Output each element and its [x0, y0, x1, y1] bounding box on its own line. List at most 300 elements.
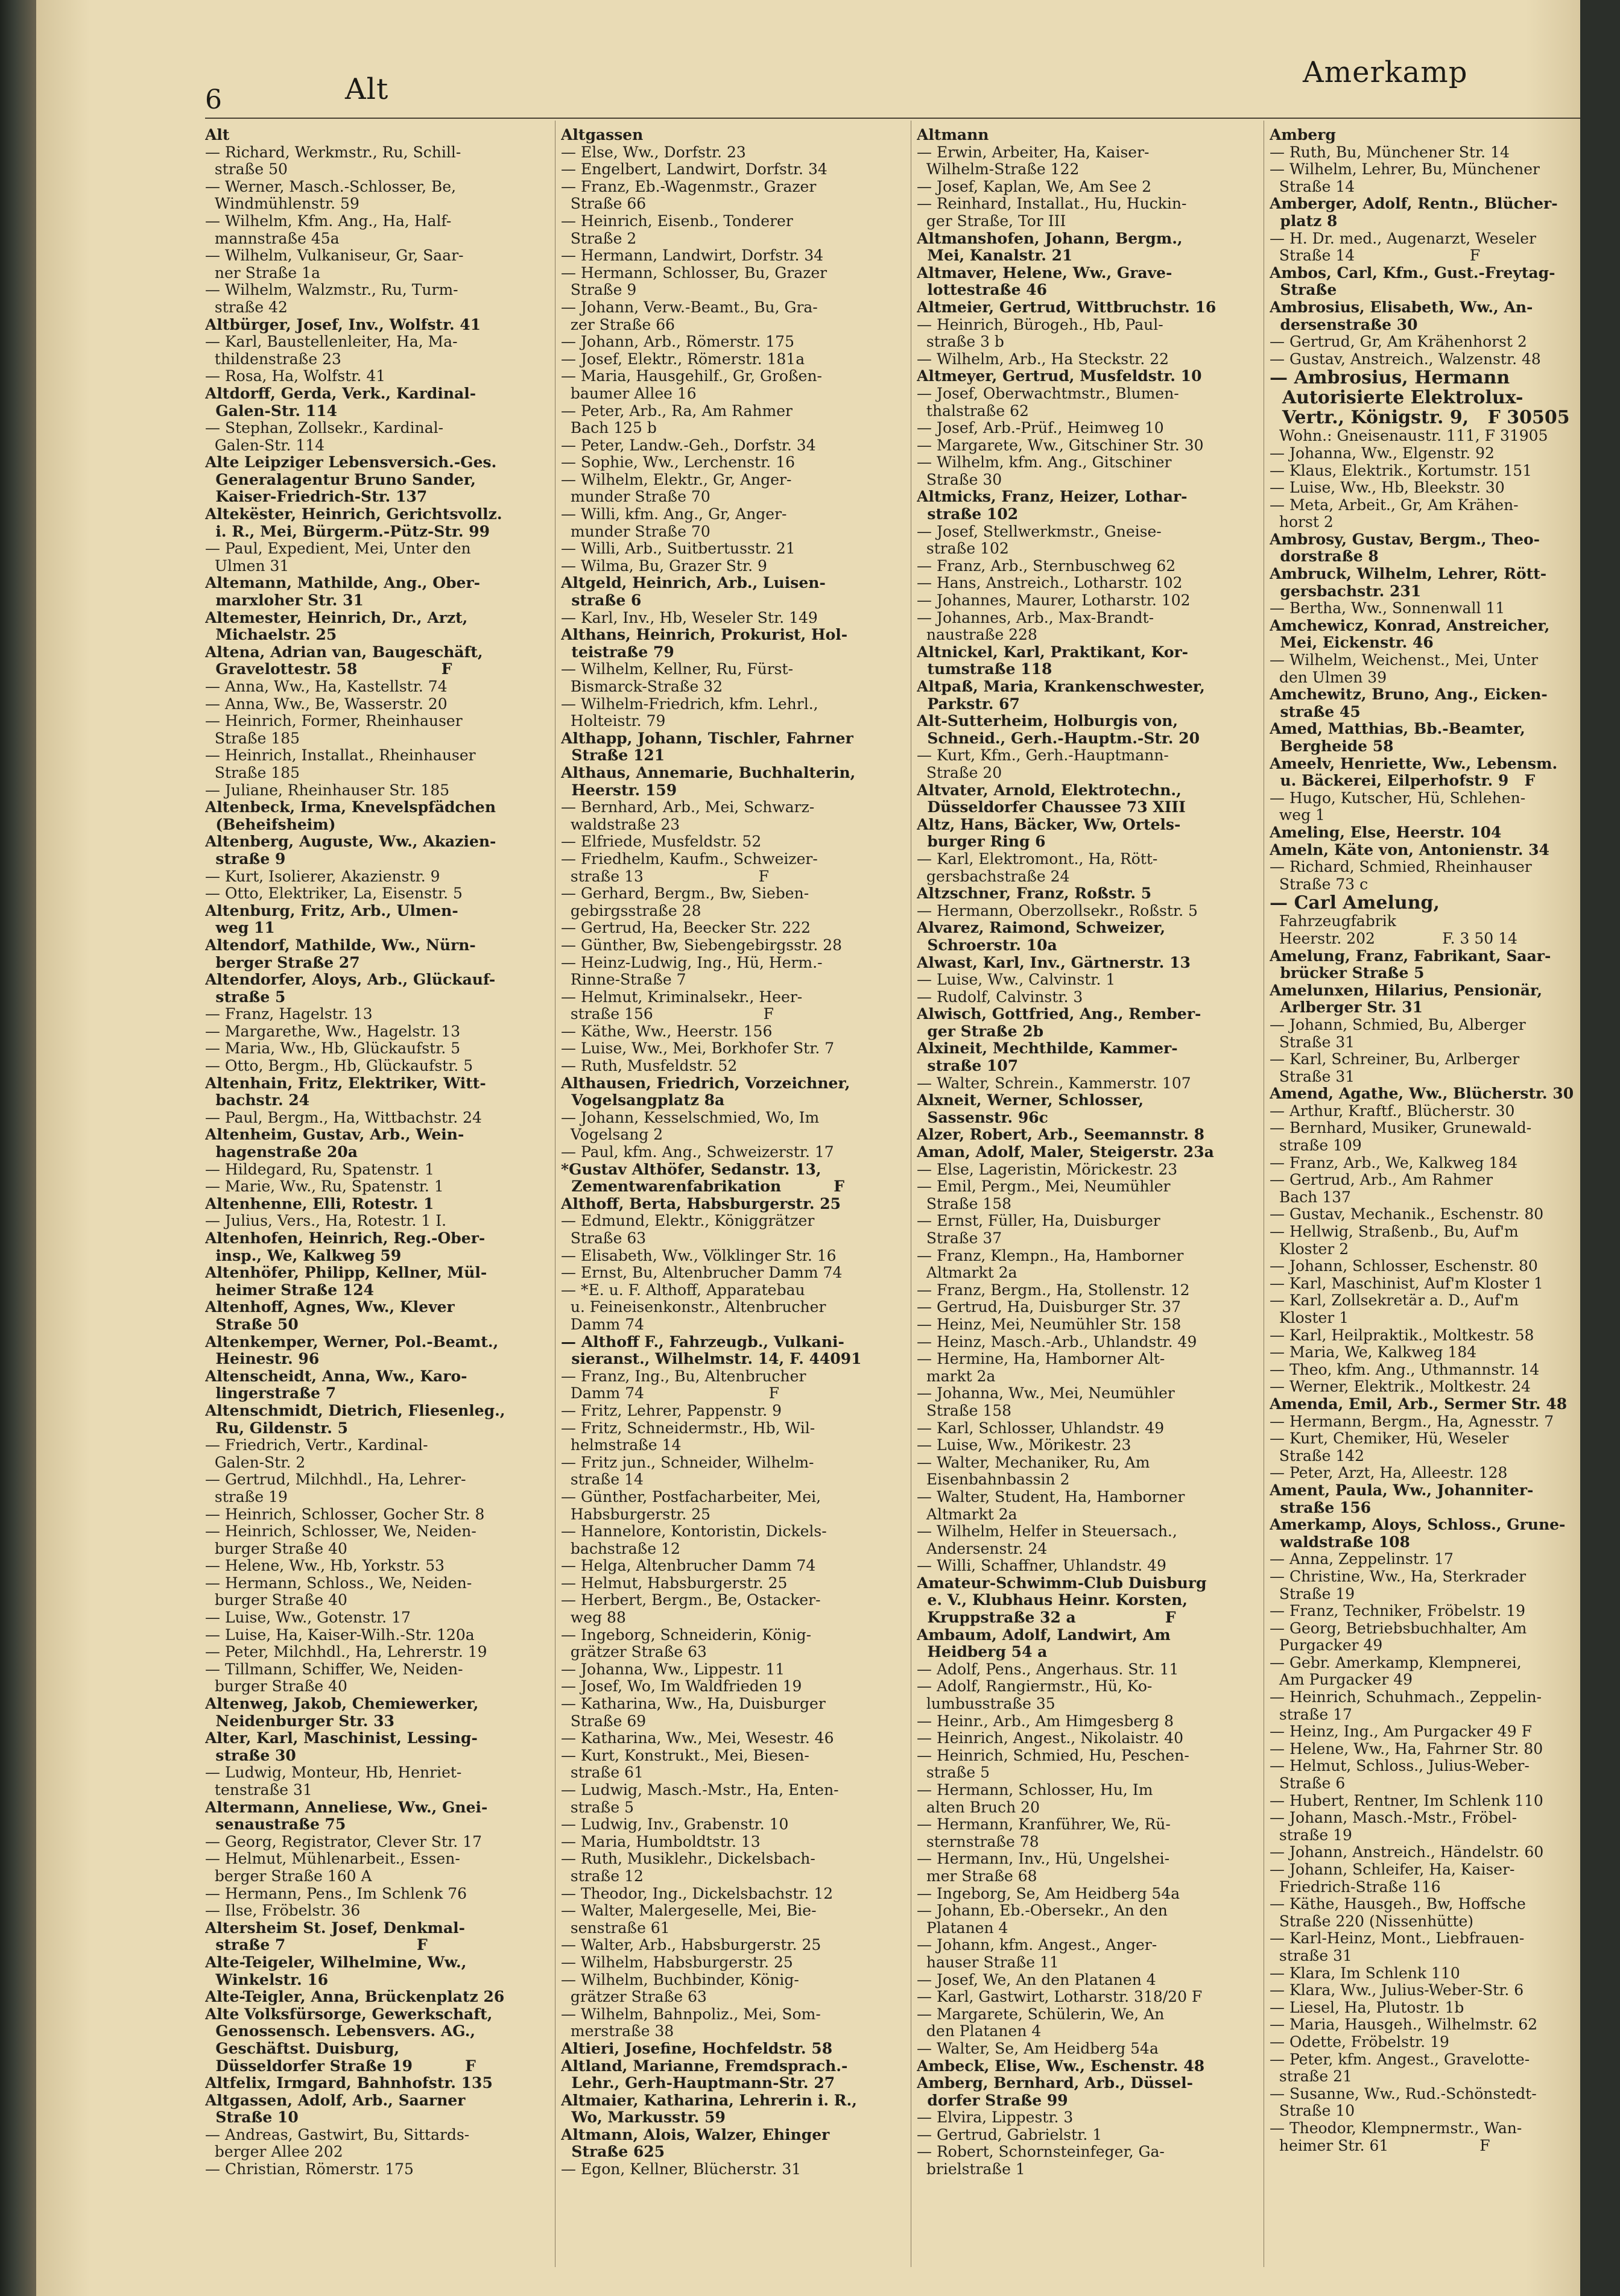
- directory-entry: — Theodor, Klempnermstr., Wan- heimer Str. 61 F: [1270, 2119, 1522, 2154]
- directory-entry: Altemann, Mathilde, Ang., Ober- marxloher Str. 31: [205, 574, 481, 610]
- directory-entry: — Ruth, Musfeldstr. 52: [561, 1057, 738, 1075]
- directory-entry: Altermann, Anneliese, Ww., Gnei- senaustraße 75: [205, 1798, 488, 1834]
- directory-entry: — Engelbert, Landwirt, Dorfstr. 34: [561, 160, 827, 178]
- directory-entry: — Else, Lageristin, Mörickestr. 23: [917, 1160, 1178, 1178]
- directory-entry: — Luise, Ww., Calvinstr. 1: [917, 971, 1116, 989]
- directory-entry: — Richard, Werkmstr., Ru, Schill- straße 50: [205, 143, 461, 178]
- directory-entry: Altenberg, Auguste, Ww., Akazien- straße 9: [205, 833, 496, 868]
- directory-entry: Alte-Teigler, Anna, Brückenplatz 26: [205, 1988, 505, 2006]
- directory-entry: Altpaß, Maria, Krankenschwester, Parkstr. 67: [917, 678, 1205, 713]
- directory-entry: — Helmut, Schloss., Julius-Weber- Straße 6: [1270, 1757, 1530, 1793]
- directory-entry: Amchewicz, Konrad, Anstreicher, Mei, Eickenstr. 46: [1270, 616, 1550, 652]
- directory-entry: — Heinz-Ludwig, Ing., Hü, Herm.- Rinne-Straße 7: [561, 953, 823, 989]
- directory-entry: — Werner, Elektrik., Moltkestr. 24: [1270, 1378, 1531, 1396]
- directory-entry: — Franz, Arb., Sternbuschweg 62: [917, 557, 1176, 575]
- directory-entry: — Gertrud, Ha, Beecker Str. 222: [561, 919, 811, 937]
- directory-entry: Alte Volksfürsorge, Gewerkschaft, Genossensch. Lebensvers. AG., Geschäftst. Duisburg, Düsseldorfer Straße 19 F: [205, 2005, 493, 2075]
- directory-entry: — Johann, Kesselschmied, Wo, Im Vogelsang 2: [561, 1108, 820, 1144]
- header-right-keyword: Amerkamp: [1303, 55, 1468, 89]
- directory-entry: — Johann, Masch.-Mstr., Fröbel- straße 19: [1270, 1809, 1517, 1844]
- directory-entry: — Hermann, Inv., Hü, Ungelshei- mer Straße 68: [917, 1850, 1170, 1885]
- directory-entry: — Bernhard, Arb., Mei, Schwarz- waldstraße 23: [561, 798, 815, 833]
- directory-entry: — Franz, Eb.-Wagenmstr., Grazer Straße 66: [561, 177, 817, 213]
- directory-entry: Ameelv, Henriette, Ww., Lebensm. u. Bäckerei, Eilperhofstr. 9 F: [1270, 754, 1558, 790]
- directory-entry: — Wilhelm, Elektr., Gr, Anger- munder Straße 70: [561, 470, 792, 506]
- directory-entry: — Susanne, Ww., Rud.-Schönstedt- Straße 10: [1270, 2084, 1537, 2120]
- directory-entry: — Richard, Schmied, Rheinhauser Straße 73 c: [1270, 858, 1532, 893]
- directory-entry: Altmann, Alois, Walzer, Ehinger Straße 625: [561, 2125, 830, 2161]
- directory-entry: — Karl, Heilpraktik., Moltkestr. 58: [1270, 1326, 1534, 1344]
- directory-entry: — Peter, Milchhdl., Ha, Lehrerstr. 19: [205, 1643, 487, 1661]
- directory-entry: Ambrosius, Elisabeth, Ww., An- dersenstraße 30: [1270, 298, 1533, 333]
- directory-entry: Alzer, Robert, Arb., Seemannstr. 8: [917, 1126, 1205, 1144]
- directory-entry: — Hermann, Bergm., Ha, Agnesstr. 7: [1270, 1412, 1554, 1430]
- directory-entry: — Käthe, Ww., Heerstr. 156: [561, 1022, 773, 1040]
- directory-entry: — Heinz, Mei, Neumühler Str. 158: [917, 1315, 1182, 1333]
- page-number: 6: [205, 84, 222, 115]
- directory-entry: — Katharina, Ww., Mei, Wesestr. 46: [561, 1729, 834, 1747]
- directory-entry: — Anna, Ww., Be, Wasserstr. 20: [205, 695, 448, 713]
- directory-entry: — Theo, kfm. Ang., Uthmannstr. 14: [1270, 1360, 1540, 1378]
- directory-entry: — Karl, Elektromont., Ha, Rött- gersbachstraße 24: [917, 850, 1158, 885]
- directory-entry: Wohn.: Gneisenaustr. 111, F 31905: [1270, 427, 1548, 445]
- directory-entry: — Karl, Maschinist, Auf'm Kloster 1: [1270, 1274, 1543, 1292]
- directory-entry: — Wilhelm, Kfm. Ang., Ha, Half- mannstraße 45a: [205, 212, 452, 247]
- directory-entry: — Kurt, Konstrukt., Mei, Biesen- straße 61: [561, 1746, 809, 1782]
- directory-entry: — Hildegard, Ru, Spatenstr. 1: [205, 1160, 434, 1178]
- directory-entry: — Rosa, Ha, Wolfstr. 41: [205, 367, 386, 385]
- directory-entry: Alt-Sutterheim, Holburgis von, Schneid., Gerh.-Hauptm.-Str. 20: [917, 712, 1200, 747]
- directory-entry: — Karl, Zollsekretär a. D., Auf'm Kloster 1: [1270, 1292, 1519, 1326]
- directory-entry: Altmeier, Gertrud, Wittbruchstr. 16: [917, 298, 1217, 316]
- directory-entry: — Emil, Pergm., Mei, Neumühler Straße 158: [917, 1178, 1171, 1213]
- directory-entry: Althoff, Berta, Habsburgerstr. 25: [561, 1194, 841, 1213]
- directory-entry: — Helmut, Kriminalsekr., Heer- straße 156 F: [561, 988, 803, 1023]
- directory-entry: — Johannes, Maurer, Lotharstr. 102: [917, 591, 1191, 610]
- directory-entry: — Julius, Vers., Ha, Rotestr. 1 I.: [205, 1212, 447, 1230]
- directory-entry: — Josef, Wo, Im Waldfrieden 19: [561, 1677, 802, 1695]
- directory-entry: — Margarete, Ww., Gitschiner Str. 30: [917, 436, 1204, 454]
- directory-entry: — Franz, Ing., Bu, Altenbrucher Damm 74 F: [561, 1367, 806, 1402]
- directory-entry: Altenhofen, Heinrich, Reg.-Ober- insp., We, Kalkweg 59: [205, 1229, 486, 1264]
- directory-entry: — Ludwig, Monteur, Hb, Henriet- tenstraße 31: [205, 1764, 462, 1799]
- directory-entry: — Ludwig, Masch.-Mstr., Ha, Enten- straße 5: [561, 1781, 839, 1816]
- directory-entry: Altenhenne, Elli, Rotestr. 1: [205, 1194, 434, 1213]
- directory-entry: Altbürger, Josef, Inv., Wolfstr. 41: [205, 315, 481, 333]
- directory-entry: — Karl, Schreiner, Bu, Arlberger Straße 31: [1270, 1050, 1520, 1085]
- directory-entry: Ameln, Käte von, Antonienstr. 34: [1270, 840, 1549, 859]
- directory-entry: — Rudolf, Calvinstr. 3: [917, 988, 1083, 1006]
- directory-entry: — Gebr. Amerkamp, Klempnerei, Am Purgacker 49: [1270, 1653, 1522, 1689]
- directory-entry: — Tillmann, Schiffer, We, Neiden- burger Straße 40: [205, 1660, 463, 1695]
- directory-entry: — Otto, Elektriker, La, Eisenstr. 5: [205, 885, 463, 903]
- directory-entry: — Ruth, Musiklehr., Dickelsbach- straße 12: [561, 1850, 815, 1885]
- directory-entry: Altenkemper, Werner, Pol.-Beamt., Heinestr. 96: [205, 1332, 499, 1368]
- directory-entry: — Erwin, Arbeiter, Ha, Kaiser- Wilhelm-Straße 122: [917, 143, 1150, 178]
- directory-entry: Altekëster, Heinrich, Gerichtsvollz. i. R., Mei, Bürgerm.-Pütz-Str. 99: [205, 505, 502, 540]
- directory-entry: — Helmut, Mühlenarbeit., Essen- berger Straße 160 A: [205, 1850, 460, 1885]
- directory-entry: Altmaier, Katharina, Lehrerin i. R., Wo, Markusstr. 59: [561, 2091, 857, 2127]
- directory-entry: — Franz, Bergm., Ha, Stollenstr. 12: [917, 1281, 1190, 1299]
- directory-entry: — Gertrud, Arb., Am Rahmer Bach 137: [1270, 1171, 1493, 1206]
- directory-entry: — Heinz, Ing., Am Purgacker 49 F: [1270, 1723, 1532, 1741]
- directory-entry: — Reinhard, Installat., Hu, Huckin- ger Straße, Tor III: [917, 195, 1187, 230]
- directory-entry: — Katharina, Ww., Ha, Duisburger Straße 69: [561, 1695, 826, 1730]
- directory-entry: — Wilhelm, Bahnpoliz., Mei, Som- merstraße 38: [561, 2005, 821, 2040]
- directory-entry: — Meta, Arbeit., Gr, Am Krähen- horst 2: [1270, 496, 1519, 531]
- directory-entry: Altmanshofen, Johann, Bergm., Mei, Kanalstr. 21: [917, 229, 1183, 265]
- directory-entry: — H. Dr. med., Augenarzt, Weseler Straße 14 F: [1270, 229, 1536, 265]
- directory-entry: Amelunxen, Hilarius, Pensionär, Arlberger Str. 31: [1270, 981, 1543, 1017]
- directory-entry: — Johanna, Ww., Elgenstr. 92: [1270, 444, 1495, 462]
- directory-entry: Ament, Paula, Ww., Johanniter- straße 156: [1270, 1481, 1534, 1516]
- directory-entry: — Helmut, Habsburgerstr. 25: [561, 1574, 788, 1592]
- header-rule: [205, 118, 1580, 119]
- directory-entry: — Stephan, Zollsekr., Kardinal- Galen-Str. 114: [205, 419, 444, 454]
- directory-entry: Altzschner, Franz, Roßstr. 5: [917, 885, 1152, 903]
- directory-entry: — Johann, Verw.-Beamt., Bu, Gra- zer Straße 66: [561, 298, 818, 333]
- directory-entry: — Gertrud, Gr, Am Krähenhorst 2: [1270, 333, 1527, 351]
- directory-entry: — Odette, Fröbelstr. 19: [1270, 2033, 1449, 2051]
- directory-entry: — Anna, Zeppelinstr. 17: [1270, 1550, 1454, 1568]
- directory-entry: — Bernhard, Musiker, Grunewald- straße 109: [1270, 1119, 1532, 1155]
- directory-entry: — Gertrud, Milchhdl., Ha, Lehrer- straße 19: [205, 1471, 466, 1506]
- directory-entry: — Luise, Ha, Kaiser-Wilh.-Str. 120a: [205, 1626, 475, 1644]
- directory-entry: — Peter, Landw.-Geh., Dorfstr. 34: [561, 436, 816, 454]
- directory-entry: — Käthe, Hausgeh., Bw, Hoffsche Straße 220 (Nissenhütte): [1270, 1895, 1526, 1930]
- directory-entry: — Ingeborg, Se, Am Heidberg 54a: [917, 1884, 1180, 1902]
- directory-entry: — Georg, Betriebsbuchhalter, Am Purgacker 49: [1270, 1619, 1527, 1654]
- directory-entry: Altenscheidt, Anna, Ww., Karo- lingerstraße 7: [205, 1367, 467, 1402]
- directory-entry: — Johanna, Ww., Lippestr. 11: [561, 1660, 785, 1678]
- directory-entry: — Gustav, Mechanik., Eschenstr. 80: [1270, 1205, 1544, 1223]
- directory-entry: Alte-Teigeler, Wilhelmine, Ww., Winkelstr. 16: [205, 1953, 467, 1988]
- directory-entry: — Gustav, Anstreich., Walzenstr. 48: [1270, 350, 1541, 368]
- directory-entry: Ambos, Carl, Kfm., Gust.-Freytag- Straße: [1270, 263, 1555, 299]
- directory-entry: Althapp, Johann, Tischler, Fahrner Straße 121: [561, 729, 853, 765]
- directory-entry: Altmeyer, Gertrud, Musfeldstr. 10: [917, 367, 1202, 385]
- directory-entry: — Franz, Hagelstr. 13: [205, 1005, 373, 1023]
- directory-entry: Altenhöfer, Philipp, Kellner, Mül- heimer Straße 124: [205, 1264, 487, 1299]
- directory-entry: — Luise, Ww., Gotenstr. 17: [205, 1609, 411, 1627]
- directory-entry: Altgeld, Heinrich, Arb., Luisen- straße 6: [561, 574, 826, 610]
- directory-entry: Altenweg, Jakob, Chemiewerker, Neidenburger Str. 33: [205, 1695, 479, 1730]
- directory-entry: — Arthur, Kraftf., Blücherstr. 30: [1270, 1102, 1515, 1120]
- directory-entry: — Johann, kfm. Angest., Anger- hauser Straße 11: [917, 1936, 1157, 1971]
- directory-entry: — Andreas, Gastwirt, Bu, Sittards- berger Allee 202: [205, 2125, 470, 2161]
- directory-entry: Altdorff, Gerda, Verk., Kardinal- Galen-Str. 114: [205, 384, 476, 420]
- directory-entry: — Hubert, Rentner, Im Schlenk 110: [1270, 1791, 1543, 1809]
- directory-entry: — Johann, Schleifer, Ha, Kaiser- Friedrich-Straße 116: [1270, 1861, 1515, 1896]
- column-2: [561, 127, 899, 2273]
- directory-entry: — Karl, Schlosser, Uhlandstr. 49: [917, 1419, 1165, 1437]
- directory-entry: — Luise, Ww., Hb, Bleekstr. 30: [1270, 479, 1505, 497]
- directory-entry: — Walter, Mechaniker, Ru, Am Eisenbahnbassin 2: [917, 1453, 1150, 1489]
- directory-entry: — Adolf, Rangiermstr., Hü, Ko- lumbusstraße 35: [917, 1677, 1153, 1713]
- directory-entry: — Peter, kfm. Angest., Gravelotte- straße 21: [1270, 2050, 1530, 2086]
- directory-entry: — Josef, Stellwerkmstr., Gneise- straße 102: [917, 522, 1162, 558]
- directory-entry: Alte Leipziger Lebensversich.-Ges. Generalagentur Bruno Sander, Kaiser-Friedrich-Str. 137: [205, 453, 497, 506]
- directory-entry: — Gerhard, Bergm., Bw, Sieben- gebirgsstraße 28: [561, 885, 809, 919]
- directory-entry: — Margarethe, Ww., Hagelstr. 13: [205, 1022, 461, 1040]
- directory-entry: — Ernst, Bu, Altenbrucher Damm 74: [561, 1264, 843, 1282]
- directory-entry: — Heinrich, Schuhmach., Zeppelin- straße 17: [1270, 1688, 1542, 1723]
- directory-entry: — Hermann, Schloss., We, Neiden- burger Straße 40: [205, 1574, 472, 1609]
- directory-entry: Altenhoff, Agnes, Ww., Klever Straße 50: [205, 1298, 455, 1333]
- directory-entry: — Walter, Se, Am Heidberg 54a: [917, 2039, 1159, 2057]
- directory-entry: — Heinrich, Schmied, Hu, Peschen- straße 5: [917, 1746, 1189, 1782]
- directory-entry: — Fritz jun., Schneider, Wilhelm- straße 14: [561, 1453, 814, 1489]
- directory-entry: — *E. u. F. Althoff, Apparatebau u. Feineisenkonstr., Altenbrucher Damm 74: [561, 1281, 826, 1333]
- directory-entry: — Willi, kfm. Ang., Gr, Anger- munder Straße 70: [561, 505, 787, 540]
- directory-entry: — Johann, Eb.-Obersekr., An den Platanen 4: [917, 1902, 1168, 1937]
- directory-entry: Altendorfer, Aloys, Arb., Glückauf- straße 5: [205, 971, 496, 1006]
- directory-entry: — Heinrich, Angest., Nikolaistr. 40: [917, 1729, 1184, 1747]
- directory-entry: Altenbeck, Irma, Knevelspfädchen (Beheifsheim): [205, 798, 496, 833]
- directory-entry: Altieri, Josefine, Hochfeldstr. 58: [561, 2039, 833, 2057]
- directory-entry: Althaus, Annemarie, Buchhalterin, Heerstr. 159: [561, 763, 856, 799]
- directory-entry: — Walter, Schrein., Kammerstr. 107: [917, 1074, 1191, 1092]
- directory-entry: Amenda, Emil, Arb., Sermer Str. 48: [1270, 1395, 1568, 1413]
- directory-entry: — Elvira, Lippestr. 3: [917, 2108, 1074, 2127]
- directory-entry: — Carl Amelung,: [1270, 892, 1440, 914]
- directory-entry: — Karl-Heinz, Mont., Liebfrauen- straße 31: [1270, 1929, 1525, 1964]
- directory-entry: Altmann: [917, 127, 989, 144]
- directory-entry: Amend, Agathe, Ww., Blücherstr. 30: [1270, 1085, 1574, 1103]
- directory-entry: — Luise, Ww., Mörikestr. 23: [917, 1436, 1131, 1454]
- directory-entry: Alwisch, Gottfried, Ang., Rember- ger Straße 2b: [917, 1005, 1201, 1040]
- directory-entry: Amed, Matthias, Bb.-Beamter, Bergheide 58: [1270, 720, 1525, 755]
- directory-entry: — Bertha, Ww., Sonnenwall 11: [1270, 599, 1505, 617]
- directory-entry: Altz, Hans, Bäcker, Ww, Ortels- burger Ring 6: [917, 815, 1181, 851]
- directory-entry: — Wilhelm, Walzmstr., Ru, Turm- straße 42: [205, 281, 458, 316]
- directory-entry: — Johanna, Ww., Mei, Neumühler Straße 158: [917, 1384, 1175, 1419]
- directory-entry: Alwast, Karl, Inv., Gärtnerstr. 13: [917, 953, 1191, 971]
- directory-entry: — Margarete, Schülerin, We, An den Platanen 4: [917, 2005, 1165, 2040]
- directory-entry: — Maria, Hausgeh., Wilhelmstr. 62: [1270, 2016, 1538, 2034]
- directory-entry: — Elfriede, Musfeldstr. 52: [561, 833, 762, 851]
- directory-entry: Altgassen: [561, 127, 644, 144]
- directory-entry: — Hermine, Ha, Hamborner Alt- markt 2a: [917, 1350, 1165, 1385]
- directory-entry: — Josef, Oberwachtmstr., Blumen- thalstraße 62: [917, 384, 1179, 420]
- directory-entry: — Friedrich, Vertr., Kardinal- Galen-Str. 2: [205, 1436, 428, 1471]
- directory-entry: — Ingeborg, Schneiderin, König- grätzer Straße 63: [561, 1626, 812, 1661]
- directory-entry: Fahrzeugfabrik Heerstr. 202 F. 3 50 14: [1279, 912, 1517, 947]
- directory-entry: *Gustav Althöfer, Sedanstr. 13, Zementwarenfabrikation F: [561, 1160, 844, 1196]
- directory-entry: — Marie, Ww., Ru, Spatenstr. 1: [205, 1178, 444, 1196]
- directory-entry: — Georg, Registrator, Clever Str. 17: [205, 1832, 482, 1850]
- directory-entry: — Wilma, Bu, Grazer Str. 9: [561, 557, 767, 575]
- directory-entry: — Maria, Humboldtstr. 13: [561, 1832, 761, 1850]
- directory-entry: — Maria, Ww., Hb, Glückaufstr. 5: [205, 1039, 461, 1058]
- directory-entry: — Hugo, Kutscher, Hü, Schlehen- weg 1: [1270, 789, 1526, 824]
- directory-entry: — Günther, Bw, Siebengebirgsstr. 28: [561, 936, 843, 954]
- directory-entry: — Karl, Baustellenleiter, Ha, Ma- thildenstraße 23: [205, 333, 458, 368]
- directory-entry: Alt: [205, 127, 230, 144]
- directory-entry: Altmicks, Franz, Heizer, Lothar- straße 102: [917, 488, 1188, 523]
- header-left-keyword: Alt: [345, 72, 389, 106]
- directory-entry: — Edmund, Elektr., Königgrätzer Straße 63: [561, 1212, 815, 1247]
- directory-entry: — Hermann, Pens., Im Schlenk 76: [205, 1884, 467, 1902]
- directory-entry: Amberg, Bernhard, Arb., Düssel- dorfer Straße 99: [917, 2074, 1194, 2109]
- directory-entry: — Peter, Arb., Ra, Am Rahmer Bach 125 b: [561, 402, 793, 437]
- directory-entry: — Heinrich, Schlosser, Gocher Str. 8: [205, 1505, 485, 1523]
- directory-entry: — Robert, Schornsteinfeger, Ga- brielstraße 1: [917, 2143, 1165, 2178]
- page-header: [36, 0, 1580, 115]
- directory-entry: — Johann, Arb., Römerstr. 175: [561, 333, 794, 351]
- directory-entry: — Josef, Arb.-Prüf., Heimweg 10: [917, 419, 1164, 437]
- directory-entry: — Adolf, Pens., Angerhaus. Str. 11: [917, 1660, 1179, 1678]
- directory-entry: Alter, Karl, Maschinist, Lessing- straße 30: [205, 1729, 478, 1764]
- directory-entry: Altenhain, Fritz, Elektriker, Witt- bachstr. 24: [205, 1074, 486, 1109]
- directory-entry: — Fritz, Schneidermstr., Hb, Wil- helmstraße 14: [561, 1419, 815, 1454]
- column-3: [917, 127, 1255, 2273]
- directory-entry: — Wilhelm, Kellner, Ru, Fürst- Bismarck-Straße 32: [561, 660, 794, 695]
- directory-entry: Altersheim St. Josef, Denkmal- straße 7 F: [205, 1919, 466, 1954]
- column-1: [205, 127, 543, 2273]
- directory-entry: — Gertrud, Ha, Duisburger Str. 37: [917, 1298, 1182, 1316]
- directory-entry: — Theodor, Ing., Dickelsbachstr. 12: [561, 1884, 834, 1902]
- directory-entry: — Ilse, Fröbelstr. 36: [205, 1902, 361, 1920]
- directory-entry: Altena, Adrian van, Baugeschäft, Gravelottestr. 58 F: [205, 643, 483, 678]
- directory-entry: — Ernst, Füller, Ha, Duisburger Straße 37: [917, 1212, 1160, 1247]
- directory-entry: — Paul, kfm. Ang., Schweizerstr. 17: [561, 1143, 834, 1161]
- directory-entry: — Ruth, Bu, Münchener Str. 14: [1270, 143, 1510, 161]
- directory-entry: — Ambrosius, Hermann Autorisierte Elektrolux- Vertr., Königstr. 9, F 30505: [1270, 367, 1570, 429]
- directory-entry: — Franz, Klempn., Ha, Hamborner Altmarkt 2a: [917, 1246, 1184, 1282]
- directory-entry: Altemester, Heinrich, Dr., Arzt, Michaelstr. 25: [205, 608, 468, 644]
- directory-entry: — Heinrich, Schlosser, We, Neiden- burger Straße 40: [205, 1522, 476, 1557]
- directory-entry: — Heinr., Arb., Am Himgesberg 8: [917, 1712, 1174, 1730]
- directory-entry: — Maria, We, Kalkweg 184: [1270, 1343, 1477, 1361]
- directory-entry: — Josef, We, An den Platanen 4: [917, 1970, 1156, 1988]
- directory-entry: — Gertrud, Gabrielstr. 1: [917, 2125, 1103, 2143]
- directory-entry: Altnickel, Karl, Praktikant, Kor- tumstraße 118: [917, 643, 1189, 678]
- directory-entry: Amelung, Franz, Fabrikant, Saar- brücker Straße 5: [1270, 947, 1551, 982]
- directory-entry: — Hermann, Schlosser, Hu, Im alten Bruch 20: [917, 1781, 1153, 1816]
- directory-entry: — Kurt, Isolierer, Akazienstr. 9: [205, 867, 440, 885]
- directory-entry: — Elisabeth, Ww., Völklinger Str. 16: [561, 1246, 837, 1264]
- directory-entry: Alvarez, Raimond, Schweizer, Schroerstr. 10a: [917, 919, 1166, 954]
- directory-entry: — Franz, Arb., We, Kalkweg 184: [1270, 1153, 1518, 1172]
- book-spine: [0, 0, 36, 2296]
- directory-entry: — Johann, Anstreich., Händelstr. 60: [1270, 1843, 1544, 1861]
- directory-entry: — Helga, Altenbrucher Damm 74: [561, 1557, 816, 1575]
- directory-entry: — Christine, Ww., Ha, Sterkrader Straße 19: [1270, 1567, 1527, 1603]
- directory-entry: — Kurt, Kfm., Gerh.-Hauptmann- Straße 20: [917, 746, 1169, 781]
- directory-entry: — Wilhelm, Helfer in Steuersach., Andersenstr. 24: [917, 1522, 1177, 1557]
- directory-entry: Altenschmidt, Dietrich, Fliesenleg., Ru, Gildenstr. 5: [205, 1401, 505, 1437]
- directory-entry: — Friedhelm, Kaufm., Schweizer- straße 13 F: [561, 850, 818, 885]
- directory-entry: — Wilhelm, Habsburgerstr. 25: [561, 1953, 793, 1971]
- directory-entry: Amateur-Schwimm-Club Duisburg e. V., Klubhaus Heinr. Korsten, Kruppstraße 32 a F: [917, 1574, 1207, 1627]
- directory-entry: Altenburg, Fritz, Arb., Ulmen- weg 11: [205, 901, 458, 937]
- directory-entry: — Willi, Arb., Suitbertusstr. 21: [561, 540, 796, 558]
- directory-entry: Altvater, Arnold, Elektrotechn., Düsseldorfer Chaussee 73 XIII: [917, 781, 1186, 816]
- directory-entry: Altendorf, Mathilde, Ww., Nürn- berger Straße 27: [205, 936, 476, 971]
- directory-entry: — Werner, Masch.-Schlosser, Be, Windmühlenstr. 59: [205, 177, 457, 213]
- directory-entry: — Klara, Im Schlenk 110: [1270, 1964, 1460, 1982]
- directory-entry: — Paul, Expedient, Mei, Unter den Ulmen 31: [205, 540, 471, 575]
- directory-entry: — Hans, Anstreich., Lotharstr. 102: [917, 574, 1183, 592]
- directory-entry: — Anna, Ww., Ha, Kastellstr. 74: [205, 678, 448, 695]
- directory-entry: — Johann, Schlosser, Eschenstr. 80: [1270, 1257, 1538, 1275]
- directory-entry: — Hellwig, Straßenb., Bu, Auf'm Kloster 2: [1270, 1223, 1519, 1258]
- directory-entry: — Wilhelm, Vulkaniseur, Gr, Saar- ner Straße 1a: [205, 247, 464, 282]
- directory-entry: — Günther, Postfacharbeiter, Mei, Habsburgerstr. 25: [561, 1487, 821, 1523]
- directory-entry: Altland, Marianne, Fremdsprach.- Lehr., Gerh-Hauptmann-Str. 27: [561, 2057, 848, 2092]
- directory-entry: Altmaver, Helene, Ww., Grave- lottestraße 46: [917, 263, 1172, 299]
- directory-entry: — Paul, Bergm., Ha, Wittbachstr. 24: [205, 1108, 482, 1126]
- directory-entry: — Johann, Schmied, Bu, Alberger Straße 31: [1270, 1015, 1526, 1051]
- directory-entry: — Willi, Schaffner, Uhlandstr. 49: [917, 1557, 1166, 1575]
- directory-entry: — Klaus, Elektrik., Kortumstr. 151: [1270, 461, 1533, 479]
- directory-entry: — Franz, Techniker, Fröbelstr. 19: [1270, 1602, 1526, 1620]
- directory-entry: — Juliane, Rheinhauser Str. 185: [205, 781, 450, 799]
- directory-entry: — Fritz, Lehrer, Pappenstr. 9: [561, 1401, 782, 1419]
- directory-entry: — Walter, Student, Ha, Hamborner Altmarkt 2a: [917, 1487, 1185, 1523]
- directory-entry: — Peter, Arzt, Ha, Alleestr. 128: [1270, 1464, 1508, 1482]
- directory-entry: — Luise, Ww., Mei, Borkhofer Str. 7: [561, 1039, 835, 1058]
- directory-entry: — Wilhelm, Weichenst., Mei, Unter den Ulmen 39: [1270, 651, 1539, 686]
- directory-entry: — Hermann, Schlosser, Bu, Grazer Straße 9: [561, 263, 827, 299]
- directory-entry: — Heinrich, Eisenb., Tonderer Straße 2: [561, 212, 793, 247]
- directory-entry: — Herbert, Bergm., Be, Ostacker- weg 88: [561, 1591, 821, 1627]
- directory-entry: — Wilhelm, Lehrer, Bu, Münchener Straße 14: [1270, 160, 1540, 195]
- directory-entry: Amberg: [1270, 127, 1336, 144]
- directory-entry: — Hermann, Kranführer, We, Rü- sternstraße 78: [917, 1815, 1171, 1850]
- directory-entry: — Helene, Ww., Ha, Fahrner Str. 80: [1270, 1739, 1543, 1758]
- directory-entry: — Christian, Römerstr. 175: [205, 2160, 414, 2178]
- directory-entry: — Josef, Elektr., Römerstr. 181a: [561, 350, 805, 368]
- directory-entry: — Hermann, Landwirt, Dorfstr. 34: [561, 247, 824, 265]
- directory-entry: Aman, Adolf, Maler, Steigerstr. 23a: [917, 1143, 1214, 1161]
- directory-entry: Ambaum, Adolf, Landwirt, Am Heidberg 54 a: [917, 1626, 1171, 1661]
- directory-entry: — Walter, Arb., Habsburgerstr. 25: [561, 1936, 821, 1954]
- directory-entry: — Klara, Ww., Julius-Weber-Str. 6: [1270, 1981, 1524, 1999]
- directory-entry: — Else, Ww., Dorfstr. 23: [561, 143, 746, 161]
- directory-entry: Amerkamp, Aloys, Schloss., Grune- waldstraße 108: [1270, 1516, 1566, 1551]
- directory-entry: Althans, Heinrich, Prokurist, Hol- teistraße 79: [561, 626, 848, 661]
- directory-entry: Altgassen, Adolf, Arb., Saarner Straße 10: [205, 2091, 466, 2127]
- directory-entry: — Ludwig, Inv., Grabenstr. 10: [561, 1815, 789, 1834]
- directory-entry: — Helene, Ww., Hb, Yorkstr. 53: [205, 1557, 445, 1575]
- directory-entry: — Wilhelm, kfm. Ang., Gitschiner Straße 30: [917, 453, 1172, 488]
- directory-entry: Althausen, Friedrich, Vorzeichner, Vogelsangplatz 8a: [561, 1074, 850, 1109]
- column-4: [1270, 127, 1580, 2273]
- directory-entry: Ameling, Else, Heerstr. 104: [1270, 823, 1502, 841]
- directory-entry: Alxineit, Mechthilde, Kammer- straße 107: [917, 1039, 1178, 1075]
- directory-entry: — Otto, Bergm., Hb, Glückaufstr. 5: [205, 1057, 473, 1075]
- directory-entry: Altenheim, Gustav, Arb., Wein- hagenstraße 20a: [205, 1126, 464, 1161]
- directory-entry: — Liesel, Ha, Plutostr. 1b: [1270, 1998, 1464, 2016]
- directory-entry: — Heinrich, Bürogeh., Hb, Paul- straße 3 b: [917, 315, 1163, 351]
- directory-entry: — Sophie, Ww., Lerchenstr. 16: [561, 453, 796, 472]
- directory-entry: — Josef, Kaplan, We, Am See 2: [917, 177, 1152, 195]
- directory-entry: — Karl, Inv., Hb, Weseler Str. 149: [561, 608, 818, 626]
- directory-page: [36, 0, 1580, 2296]
- directory-entry: — Karl, Gastwirt, Lotharstr. 318/20 F: [917, 1988, 1203, 2006]
- directory-entry: Amberger, Adolf, Rentn., Blücher- platz 8: [1270, 195, 1558, 230]
- directory-entry: — Maria, Hausgehilf., Gr, Großen- baumer Allee 16: [561, 367, 823, 402]
- directory-entry: — Johannes, Arb., Max-Brandt- naustraße 228: [917, 608, 1154, 644]
- directory-entry: — Althoff F., Fahrzeugb., Vulkani- sieranst., Wilhelmstr. 14, F. 44091: [561, 1332, 862, 1368]
- directory-entry: — Heinrich, Installat., Rheinhauser Straße 185: [205, 746, 476, 781]
- directory-entry: — Wilhelm-Friedrich, kfm. Lehrl., Holteistr. 79: [561, 695, 818, 730]
- directory-entry: — Egon, Kellner, Blücherstr. 31: [561, 2160, 802, 2178]
- directory-entry: — Hermann, Oberzollsekr., Roßstr. 5: [917, 901, 1198, 919]
- directory-entry: — Wilhelm, Arb., Ha Steckstr. 22: [917, 350, 1169, 368]
